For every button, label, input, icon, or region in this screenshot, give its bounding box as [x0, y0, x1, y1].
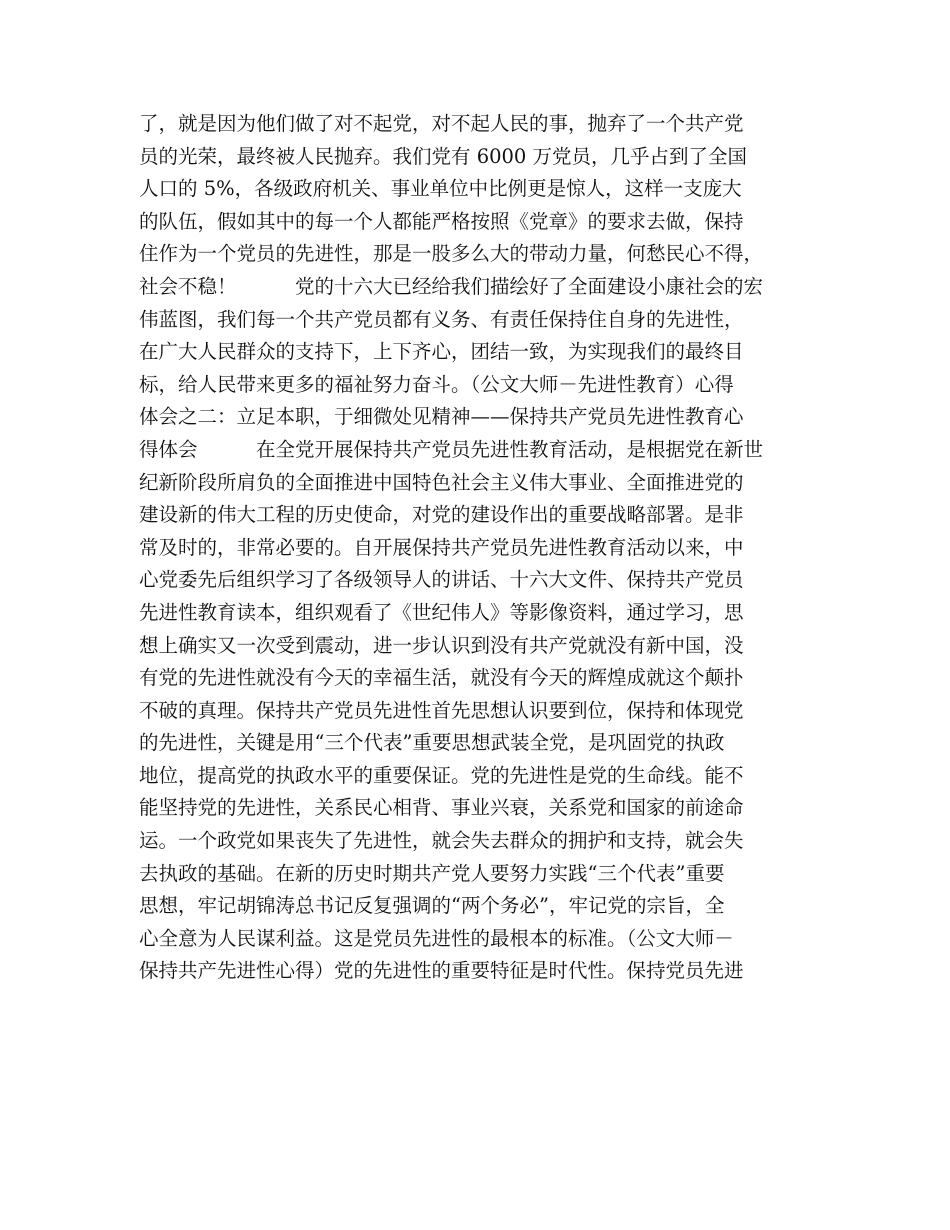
text-line: 住作为一个党员的先进性，那是一股多么大的带动力量，何愁民心不得， [139, 242, 764, 266]
text-line: 标，给人民带来更多的福祉努力奋斗。（公文大师－先进性教育）心得 [139, 372, 734, 396]
text-line: 体会之二：立足本职，于细微处见精神——保持共产党员先进性教育心 [139, 405, 744, 429]
text-line: 了，就是因为他们做了对不起党，对不起人民的事，抛弃了一个共产党 [139, 112, 744, 135]
text-line: 纪新阶段所肩负的全面推进中国特色社会主义伟大事业、全面推进党的 [139, 470, 744, 494]
text-line: 人口的 5%，各级政府机关、事业单位中比例更是惊人，这样一支庞大 [139, 177, 742, 201]
text-line: 地位，提高党的执政水平的重要保证。党的先进性是党的生命线。能不 [139, 763, 744, 787]
text-line: 想上确实又一次受到震动，进一步认识到没有共产党就没有新中国，没 [139, 633, 744, 657]
body-text [139, 108, 829, 988]
text-line: 去执政的基础。在新的历史时期共产党人要努力实践“三个代表”重要 [139, 861, 725, 885]
text-line: 有党的先进性就没有今天的幸福生活，就没有今天的辉煌成就这个颠扑 [139, 666, 744, 690]
text-line: 思想，牢记胡锦涛总书记反复强调的“两个务必”，牢记党的宗旨，全 [139, 894, 725, 918]
text-line: 心党委先后组织学习了各级领导人的讲话、十六大文件、保持共产党员 [139, 568, 744, 592]
text-line: 伟蓝图，我们每一个共产党员都有义务、有责任保持住自身的先进性， [139, 307, 744, 331]
text-line: 不破的真理。保持共产党员先进性首先思想认识要到位，保持和体现党 [139, 698, 744, 722]
text-line: 运。一个政党如果丧失了先进性，就会失去群众的拥护和支持，就会失 [139, 829, 744, 853]
text-line: 建设新的伟大工程的历史使命，对党的建设作出的重要战略部署。是非 [139, 503, 744, 527]
text-line: 心全意为人民谋利益。这是党员先进性的最根本的标准。（公文大师－ [139, 926, 734, 950]
text-line: 在广大人民群众的支持下，上下齐心，团结一致，为实现我们的最终目 [139, 340, 744, 364]
text-line: 社会不稳！ 党的十六大已经给我们描绘好了全面建设小康社会的宏 [139, 274, 764, 298]
text-line: 的队伍，假如其中的每一个人都能严格按照《党章》的要求去做，保持 [139, 209, 744, 233]
text-line: 员的光荣，最终被人民抛弃。我们党有 6000 万党员，几乎占到了全国 [139, 144, 748, 168]
text-line: 保持共产先进性心得）党的先进性的重要特征是时代性。保持党员先进 [139, 959, 744, 983]
text-line: 先进性教育读本，组织观看了《世纪伟人》等影像资料，通过学习，思 [139, 600, 744, 624]
text-line: 的先进性，关键是用“三个代表”重要思想武装全党，是巩固党的执政 [139, 731, 725, 755]
text-line: 能坚持党的先进性，关系民心相背、事业兴衰，关系党和国家的前途命 [139, 796, 744, 820]
text-line: 得体会 在全党开展保持共产党员先进性教育活动，是根据党在新世 [139, 437, 764, 461]
text-line: 常及时的，非常必要的。自开展保持共产党员先进性教育活动以来，中 [139, 535, 744, 559]
